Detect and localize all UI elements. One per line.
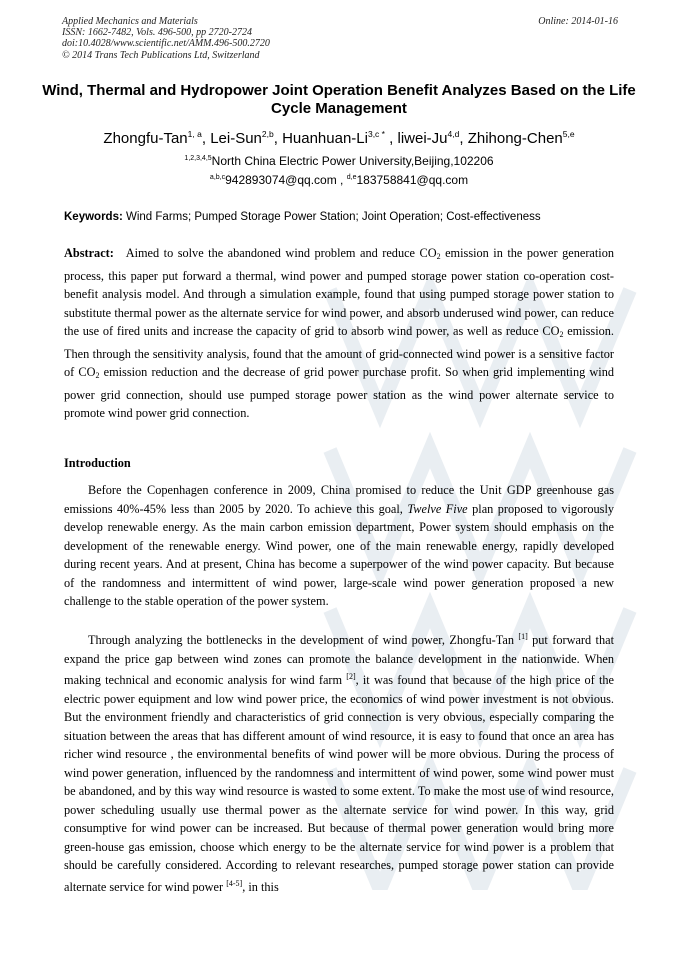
abstract-text: Aimed to solve the abandoned wind problem and reduce CO [125,246,437,260]
author-sup: 2,b [261,129,274,139]
author-name: Zhihong-Chen [467,130,563,147]
paragraph-text: Through analyzing the bottlenecks in the development of wind power, Zhongfu-Tan [88,633,519,647]
intro-paragraph-2 [64,628,614,896]
journal-header [62,16,618,61]
author-list [40,125,638,148]
abstract-label: Abstract: [64,246,114,260]
citation-ref[interactable]: [2] [346,672,356,681]
online-date: Online: 2014-01-16 [538,16,618,27]
paragraph-text: Before the Copenhagen conference in 2009, China promised to reduce the Unit GDP greenhouse gas emissions 40%-45% less than 2005 by 2020. To achieve this goal, [64,483,614,516]
author-sup: 5,e [562,129,575,139]
italic-term: Twelve Five [407,501,468,516]
subscript: 2 [95,371,100,380]
email-sup: d,e [346,174,357,181]
author-sup: 4,d [447,129,460,139]
subscript: 2 [436,252,441,261]
citation-ref[interactable]: [4-5] [226,878,243,888]
author-sep: , [201,130,211,147]
abstract [64,244,614,423]
author-name: liwei-Ju [397,130,448,147]
paper-title: Wind, Thermal and Hydropower Joint Operation Benefit Analyzes Based on the Life Cycle Management [42,82,636,117]
journal-name: Applied Mechanics and Materials [62,16,198,27]
abstract-text: emission in the power generation process, this paper put forward a thermal, wind power and pumped storage power station co-operation cost-benefit analysis model. And through a simulation example, found that using pumped storage power station to substitute thermal power as the alternate service for wind power, and absorb underused wind power, can reduce the use of fired units and increase the capacity of grid to absorb wind power, as well as reduce CO [64,246,615,338]
author-sep: , [384,130,398,147]
paragraph-text: , it was found that because of the high price of the electric power equipment and low wind power price, the economics of wind power investment is not obvious. But the environment friendly and characteristics of grid connection is very obvious, especially comparing the situation between the areas that has different amount of wind resource, it is easy to found that once an area has richer wind resource , the environmental benefits of wind power will be more obvious. During the process of wind power generation, influenced by the randomness and intermittent of wind power, some wind power must be abandoned, and by this way wind resource is wasted to some extent. To make the most use of wind resource, power scheduling usually use thermal power as the alternate service for wind power. In this way, grid consumptive for wind power can be increased. But because of thermal power generation would bring more green-house gas emission, choose which energy to be the alternate service for wind power is a problem that should be carefully considered. According to relevant researches, pumped storage power station can provide alternate service for wind power [64,673,614,894]
email-link[interactable]: 183758841@qq.com [356,173,469,187]
author-emails [40,170,638,188]
affiliation-text: North China Electric Power University,Beijing,102206 [211,154,494,168]
author-name: Zhongfu-Tan [103,130,188,147]
paragraph-text: plan proposed to vigorously develop renewable energy. As the main carbon emission department, Power system should emphasis on the development of the renewable energy. Wind power, one of the main renewable energy, rapidly developed during recent years. And at present, China has become a superpower of the wind power capacity. But because of the randomness and intermittent of wind power, large-scale wind power generation proposed a new challenge to the stable operation of the power system. [64,501,615,608]
affiliation-sup: 1,2,3,4,5 [184,155,212,162]
keywords-label: Keywords: [64,211,123,223]
keywords [64,210,620,225]
intro-paragraph-1 [64,481,614,611]
section-heading: Introduction [64,456,131,470]
author-sep: , [273,130,283,147]
paragraph-text: , in this [242,879,279,894]
author-name: Huanhuan-Li [282,130,368,147]
subscript: 2 [559,330,564,339]
email-sep: , [336,173,347,187]
email-link[interactable]: 942893074@qq.com [225,173,337,187]
abstract-text: emission reduction and the decrease of grid power purchase profit. So when grid implementing wind power grid connection, should use pumped storage power station as the wind power alternate service to promote wind power grid connection. [64,365,614,420]
copyright-line: © 2014 Trans Tech Publications Ltd, Switzerland [62,49,260,61]
citation-ref[interactable]: [1] [518,632,528,641]
author-sup: 1, a [187,129,202,139]
author-name: Lei-Sun [210,130,262,147]
paragraph-text: put forward that expand the price gap between wind zones can promote the balance development in the nationwide. When making technical and economic analysis for wind farm [64,633,614,687]
email-sup: a,b,c [209,174,226,181]
doi-line[interactable]: doi:10.4028/www.scientific.net/AMM.496-500.2720 [62,38,270,50]
keywords-text: Wind Farms; Pumped Storage Power Station; Joint Operation; Cost-effectiveness [126,211,541,223]
abstract-text: emission. Then through the sensitivity analysis, found that the amount of grid-connected wind power is a sensitive factor of CO [64,324,614,379]
author-sup: 3,c * [367,129,385,139]
affiliation [40,151,638,169]
issn-line: ISSN: 1662-7482, Vols. 496-500, pp 2720-2724 [62,27,252,39]
author-sep: , [459,130,468,147]
